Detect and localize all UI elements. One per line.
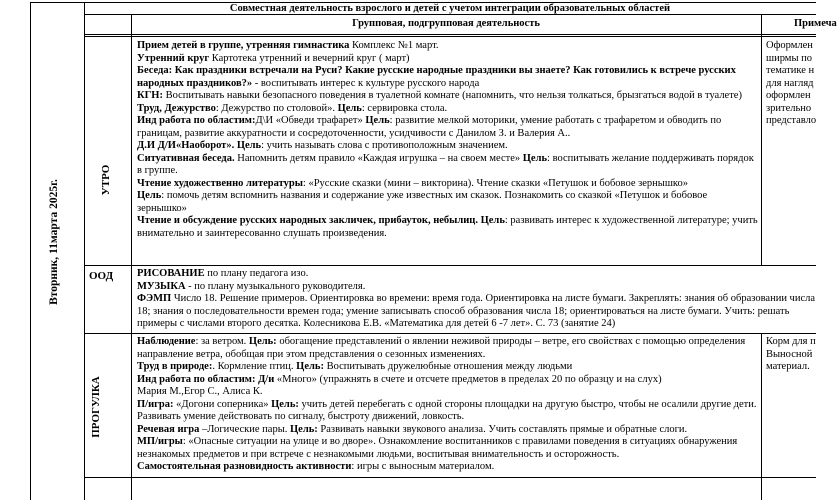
text: «Догони соперника» [173,398,272,410]
text: Воспитывать навыки безопасного поведения в туалетной комнате (напомнить, что нельзя толкаться, брызгаться водой в туалете) [162,90,742,101]
bold-text: Прием детей в группе, утренняя гимнастика [137,40,350,51]
text: - воспитывать интерес к культуре русского народа [252,77,480,89]
bold-text: Чтение и обсуждение русских народных закличек, прибауток, небылиц. Цель [137,215,505,226]
content-line [137,90,758,103]
bold-text: Инд работа по областим: Д/и [137,373,275,385]
bold-text: Цель: [271,398,299,410]
text: «Много» (упражнять в счете и отсчете предметов в пределах 20 по образцу и на слух) [274,373,662,385]
text: : развивать интерес к художественной литературе; учить внимательно и заинтересованно слушать произведения. [137,215,758,239]
text: : «Опасные ситуации на улице и во дворе». Ознакомление воспитанников с правилами поведения в ситуациях обнаружения незнакомых предметов и при встрече с незнакомыми людьми, воспитывая внимательность и осторожность. [137,436,738,460]
rule [84,265,816,266]
content-line [137,53,758,66]
text: : развитие мелкой моторики, умение работать с трафаретом и обводить по границам, развитие аккуратности и сосредоточенности, усидчивости с Данилом З. и Валерия А.. [137,115,722,139]
bold-text: КГН: [137,90,163,101]
text: . Кормление птиц. [212,361,297,372]
text: : «Русские сказки (мини – викторина). Чтение сказки «Петушок и бобовое зернышко» [302,177,688,189]
content-line [137,386,758,399]
text: Развивать навыки звукового анализа. Учить составлять прямые и обратные слоги. [317,423,688,435]
text: : сервировка стола. [361,102,448,114]
walk-note: Корм для п Выносной материал. [766,336,816,372]
rule [84,333,816,334]
day-label: Вторник, 11марта 2025г. [48,179,60,305]
text: : помочь детям вспомнить названия и содержание уже известных им сказок. Познакомить со сказкой «Петушок и бобовое зернышко» [137,190,708,214]
bold-text: Речевая игра [137,423,200,435]
content-line [137,103,758,116]
notes-header: Примеча [794,18,837,29]
rule [84,2,85,500]
bold-text: Цель [337,102,362,114]
walk-label: ПРОГУЛКА [90,376,102,438]
text: Картотека утренний и вечерний круг ( март) [209,52,410,64]
text: учить детей перебегать с одной стороны площадки на другую быстро, чтобы не осалили другие дети. Развивать умение действовать по сигналу, быстроту движений, ловкость. [137,398,757,422]
content-line [137,153,758,178]
morning-content [137,40,758,264]
text: : за ветром. [195,336,249,347]
text: Число 18. Решение примеров. Ориентировка во времени: время года. Ориентировка на листе бумаги. Закреплять: знания об образовании числа 18; знания о последовательности времен года; умение записывать способ образования числа 18; ориентироваться на листе бумаги. Учить: решать примеры с числами второго десятка. Колесникова Е.В. «Математика для детей 6 -7 лет». С. 73 (занятие 24) [137,293,816,329]
text: : воспитывать желание поддерживать порядок в группе. [137,152,754,176]
rule [84,477,816,478]
text: Воспитывать дружелюбные отношения между людьми [323,361,573,372]
bold-text: Труд в природе: [137,361,213,372]
content-line [137,336,758,361]
content-line [137,178,758,191]
bold-text: Цель [365,115,390,126]
bold-text: ФЭМП [137,293,172,304]
content-line [137,115,758,140]
ood-label: ООД [89,270,114,282]
content-line [137,215,758,240]
bold-text: Цель [137,190,162,201]
bold-text: Наблюдение [137,336,196,347]
bold-text: Д.И Д/И«Наоборот». Цель [137,140,262,151]
text: Мария М.,Егор С., Алиса К. [137,386,263,397]
content-line [137,190,758,215]
ood-content [137,268,816,332]
rule [761,14,762,266]
text: : игры с выносным материалом. [351,461,495,472]
text: - по плану музыкального руководителя. [185,280,366,292]
rule [761,333,762,500]
bold-text: Чтение художественно литературы [137,177,303,189]
content-line [137,399,758,424]
bold-text: МП/игры [137,436,183,447]
text: обогащение представлений о явлении неживой природы – ветре, его свойствах с помощью определения направление ветра, обобщая при этом представления о сезонных изменениях. [137,336,746,360]
content-line [137,281,816,294]
content-line [137,374,758,387]
bold-text: Инд работа по областим: [137,115,256,126]
group-activity-header: Групповая, подгрупповая деятельность [352,18,540,29]
bold-text: Самостоятельная разновидность активности [137,461,352,472]
bold-text: Цель [522,152,548,164]
bold-text: Цель: [296,361,324,372]
content-line [137,361,758,374]
main-header: Совместная деятельность взрослого и детей с учетом интеграции образовательных областей [229,3,671,14]
morning-label: УТРО [100,164,112,196]
content-line [137,268,816,281]
text: по плану педагога изо. [204,268,309,279]
text: –Логические пары. [199,423,291,435]
bold-text: Утренний круг [137,52,210,64]
bold-text: Труд, Дежурство [137,102,216,114]
content-line [137,424,758,437]
bold-text: Беседа: Как праздники встречали на Руси? Какие русские народные праздники вы знаете? Как готовились к встрече русских народных праздников?» [137,65,736,89]
rule [131,14,132,500]
content-line [137,436,758,461]
bold-text: Цель: [290,423,318,435]
rule [84,34,816,35]
content-line [137,461,758,474]
rule [84,36,816,37]
content-line [137,65,758,90]
bold-text: Ситуативная беседа. [137,152,235,164]
content-line [137,293,816,331]
walk-content [137,336,758,476]
bold-text: МУЗЫКА [137,280,186,292]
rule [30,2,31,500]
text: Комплекс №1 март. [349,40,439,51]
content-line [137,140,758,153]
text: : Дежурство по столовой». [215,102,338,114]
morning-note: Оформлен ширмы по тематике н для нагляд оформлен зрительно представло [766,40,817,126]
text: Д\И «Обведи трафарет» [255,115,366,126]
content-line [137,40,758,53]
text: Напомнить детям правило «Каждая игрушка – на своем месте» [234,152,523,164]
text: : учить называть слова с противоположным значением. [261,140,508,151]
bold-text: РИСОВАНИЕ [137,268,205,279]
bold-text: Цель: [248,336,277,347]
bold-text: П/игра: [137,398,174,410]
